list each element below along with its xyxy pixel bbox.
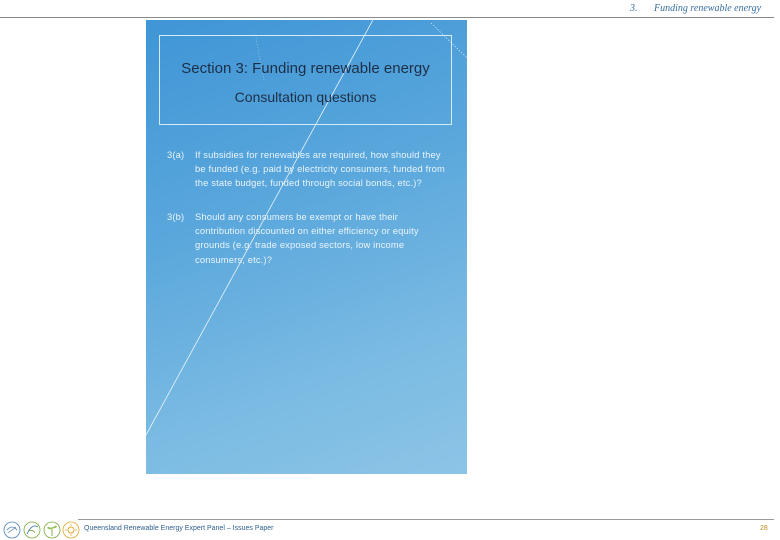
sun-icon — [63, 522, 79, 538]
question-text: Should any consumers be exempt or have their contribution discounted on either efficiency or equity grounds (e.g. trade exposed sectors, low income consumers, etc.)? — [195, 211, 419, 265]
section-title-box — [159, 35, 452, 125]
page-number: 28 — [760, 525, 768, 532]
question-id: 3(a) — [167, 149, 185, 160]
consultation-panel — [146, 20, 467, 474]
footer-rule — [78, 519, 774, 520]
question-text: If subsidies for renewables are required, how should they be funded (e.g. paid by electricity consumers, funded from the state budget, funded through social bonds, etc.)? — [195, 149, 445, 189]
energy-cycle-icon — [4, 522, 20, 538]
sprout-icon — [44, 522, 60, 538]
header-section-title: Funding renewable energy — [654, 3, 762, 14]
header-rule — [0, 17, 774, 18]
consultation-question — [167, 210, 457, 267]
consultation-question — [167, 148, 457, 191]
question-id: 3(b) — [167, 211, 185, 222]
section-subtitle: Consultation questions — [234, 89, 377, 105]
footer-publication: Queensland Renewable Energy Expert Panel – Issues Paper — [84, 525, 274, 532]
running-header — [630, 3, 761, 14]
leaf-swirl-icon — [24, 522, 40, 538]
footer-icon-strip — [2, 519, 80, 540]
header-section-number: 3. — [630, 3, 638, 14]
section-title: Section 3: Funding renewable energy — [181, 60, 430, 77]
